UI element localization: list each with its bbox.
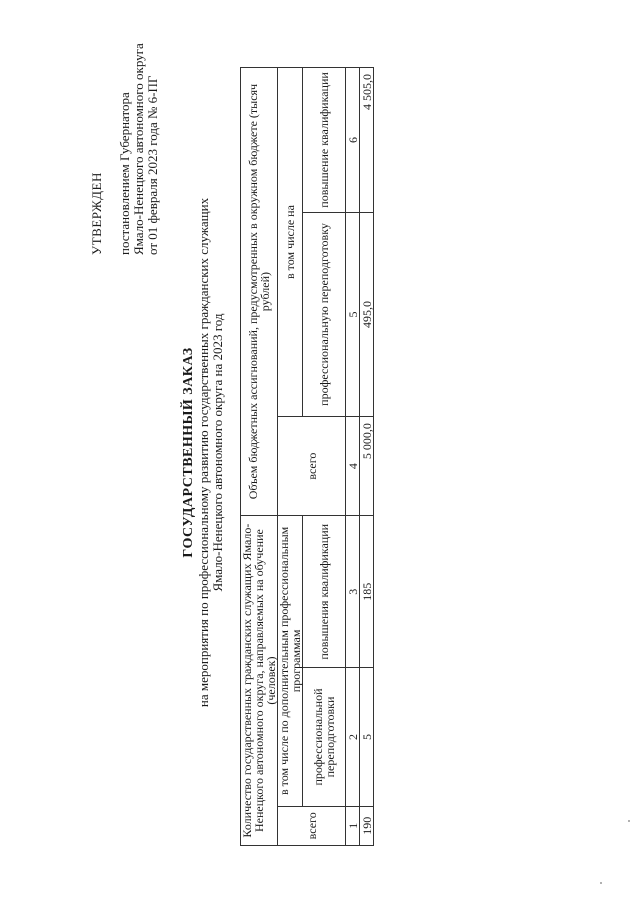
- cell-qualification-budget: 4 505,0: [360, 68, 374, 213]
- cell-total-people: 190: [360, 806, 374, 845]
- document-subtitle-2: Ямало-Ненецкого автономного округа на 2023 год: [210, 313, 225, 592]
- column-number: 3: [346, 516, 360, 668]
- header-people-count: Количество государственных гражданских служащих Ямало-Ненецкого автономного округа, направляемых на обучение (человек): [241, 516, 278, 846]
- header-total-budget: всего: [278, 417, 346, 516]
- column-number: 2: [346, 668, 360, 806]
- approval-line-2: Ямало-Ненецкого автономного округа: [131, 43, 146, 255]
- approval-title: УТВЕРЖДЕН: [89, 172, 104, 255]
- table-row: [360, 68, 374, 846]
- scan-speck: [628, 820, 630, 822]
- column-number: 5: [346, 212, 360, 416]
- column-number: 1: [346, 806, 360, 845]
- scan-speck: [600, 882, 602, 884]
- cell-retraining-budget: 495,0: [360, 212, 374, 416]
- header-incl-programs: в том числе по дополнительным профессиональным программам: [278, 516, 303, 806]
- order-table: [240, 67, 374, 846]
- approval-stamp: [90, 43, 160, 255]
- cell-total-budget: 5 000,0: [360, 417, 374, 516]
- cell-qualification-people: 185: [360, 516, 374, 668]
- document-title: ГОСУДАРСТВЕННЫЙ ЗАКАЗ: [181, 347, 196, 558]
- table-header-row-1: [241, 68, 278, 846]
- approval-line-3: от 01 февраля 2023 года № 6-ПГ: [145, 75, 160, 255]
- header-qualification-budget: повышение квалификации: [303, 68, 346, 213]
- header-incl-budget: в том числе на: [278, 68, 303, 417]
- header-budget: Объем бюджетных ассигнований, предусмотренных в окружном бюджете (тысяч рублей): [241, 68, 278, 516]
- column-number: 4: [346, 417, 360, 516]
- column-number: 6: [346, 68, 360, 213]
- header-retraining-people: профессиональной переподготовки: [303, 668, 346, 806]
- approval-line-1: постановлением Губернатора: [117, 92, 132, 255]
- header-qualification-people: повышения квалификации: [303, 516, 346, 668]
- document-subtitle-1: на мероприятия по профессиональному развитию государственных гражданских служащих: [196, 197, 211, 708]
- table-header-row-2: [278, 68, 303, 846]
- header-total-people: всего: [278, 806, 346, 845]
- cell-retraining-people: 5: [360, 668, 374, 806]
- table-row-column-numbers: [346, 68, 360, 846]
- header-retraining-budget: профессиональную переподготовку: [303, 212, 346, 416]
